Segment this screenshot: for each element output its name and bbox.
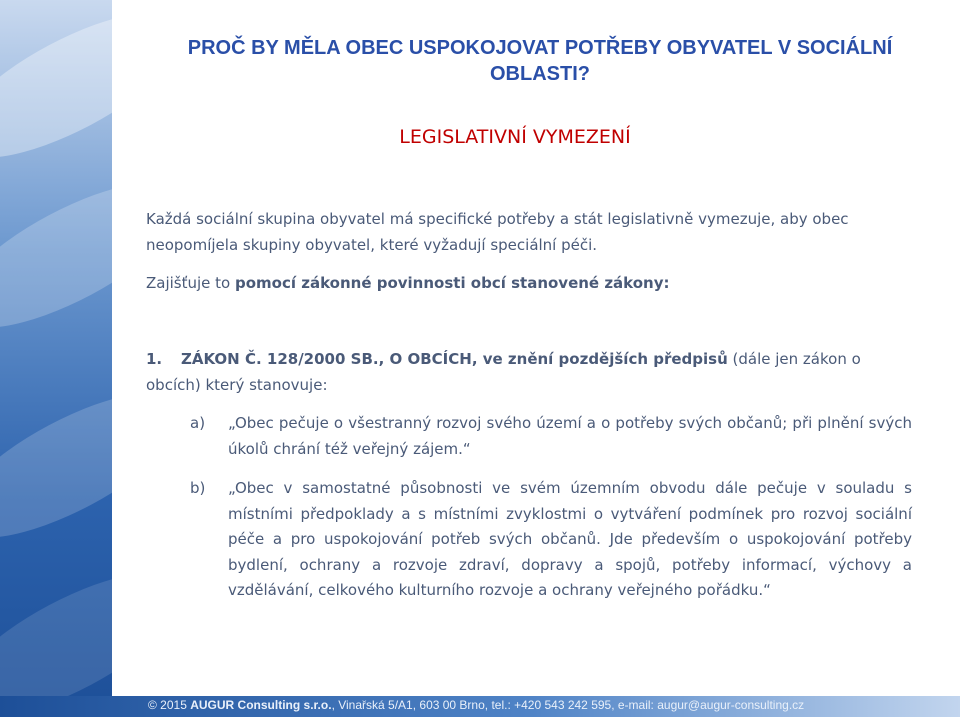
light-streak: [0, 544, 112, 717]
light-streak: [0, 0, 112, 186]
list-item: [190, 411, 912, 462]
list-marker: b): [190, 479, 206, 497]
light-streak: [0, 364, 112, 566]
slide-title: PROČ BY MĚLA OBEC USPOKOJOVAT POTŘEBY OBYVATEL V SOCIÁLNÍ OBLASTI?: [187, 37, 893, 85]
section-heading: LEGISLATIVNÍ VYMEZENÍ: [399, 126, 631, 148]
list-item: [190, 476, 912, 604]
light-streak: [0, 154, 112, 356]
obligation-paragraph: [146, 270, 916, 296]
obligation-emphasis: pomocí zákonné povinnosti obcí stanovené zákony:: [235, 274, 670, 292]
footer-brand: AUGUR Consulting s.r.o.: [190, 698, 332, 712]
footer-text: [148, 698, 948, 712]
list-item-text: „Obec pečuje o všestranný rozvoj svého území a o potřeby svých občanů; při plnění svých úkolů chrání též veřejný zájem.“: [228, 414, 912, 458]
obligation-prefix: Zajišťuje to: [146, 274, 235, 292]
law-description: , O OBCÍCH, ve znění pozdějších předpisů: [378, 350, 728, 368]
law-entry: [146, 346, 916, 398]
footer-copyright: © 2015: [148, 698, 191, 712]
intro-paragraph: Každá sociální skupina obyvatel má specifické potřeby a stát legislativně vymezuje, aby obec neopomíjela skupiny obyvatel, které vyžadují speciální péči.: [146, 210, 849, 254]
list-item-text: „Obec v samostatné působnosti ve svém územním obvodu dále pečuje v souladu s místními předpoklady a s místními zvyklostmi o vytváření podmínek pro rozvoj sociální péče a pro uspokojování potřeb svých občanů. Jde především o uspokojování potřeby bydlení, ochrany a rozvoje zdraví, dopravy a spojů, potřeby informací, výchovy a vzdělávání, celkového kulturního rozvoje a ochrany veřejného pořádku.“: [228, 479, 912, 599]
law-number: 1.: [146, 350, 163, 368]
law-name: ZÁKON Č. 128/2000 SB.: [181, 350, 379, 368]
law-description-rest: (dále jen zákon o obcích) který stanovuje:: [146, 350, 861, 394]
list-marker: a): [190, 414, 206, 432]
decorative-side-band: [0, 0, 112, 717]
footer-address: , Vinařská 5/A1, 603 00 Brno, tel.: +420 543 242 595, e-mail: augur@augur-consulting.cz: [331, 698, 805, 712]
